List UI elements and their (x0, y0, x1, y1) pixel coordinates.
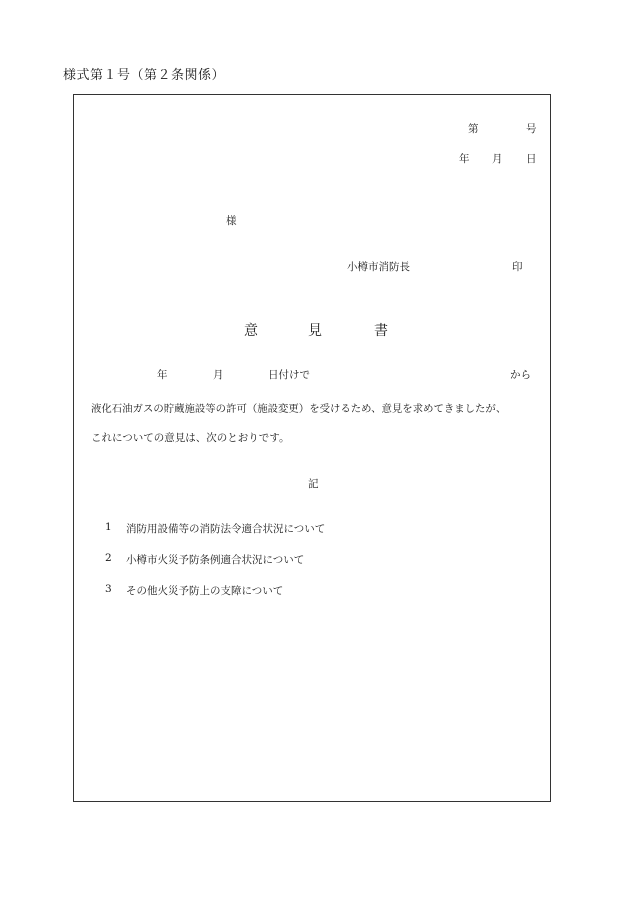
body-line-3: これについての意見は、次のとおりです。 (91, 432, 290, 444)
sender-name: 小樽市消防長 (347, 261, 410, 273)
doc-number-prefix: 第 (468, 123, 479, 135)
title-char-1: 意 (244, 323, 258, 339)
date-month-label: 月 (492, 153, 503, 165)
item-number-1: 1 (105, 521, 112, 533)
seal-mark: 印 (512, 261, 523, 273)
body-month-label: 月 (213, 369, 224, 381)
title-char-2: 見 (308, 323, 322, 339)
item-number-2: 2 (105, 552, 112, 564)
addressee-honorific: 様 (226, 215, 237, 227)
item-text-2: 小樽市火災予防条例適合状況について (126, 554, 305, 566)
doc-number-suffix: 号 (526, 123, 537, 135)
ki-heading: 記 (308, 478, 319, 490)
body-line-2: 液化石油ガスの貯蔵施設等の許可（施設変更）を受けるため、意見を求めてきましたが、 (91, 403, 507, 415)
item-number-3: 3 (105, 583, 112, 595)
item-text-3: その他火災予防上の支障について (126, 585, 284, 597)
document-frame (73, 94, 551, 802)
title-char-3: 書 (374, 323, 388, 339)
body-dated-label: 日付けで (268, 369, 310, 381)
body-from-label: から (510, 369, 531, 381)
body-year-label: 年 (157, 369, 168, 381)
date-day-label: 日 (526, 153, 537, 165)
date-year-label: 年 (459, 153, 470, 165)
item-text-1: 消防用設備等の消防法令適合状況について (126, 523, 326, 535)
form-label: 様式第１号（第２条関係） (63, 68, 226, 83)
